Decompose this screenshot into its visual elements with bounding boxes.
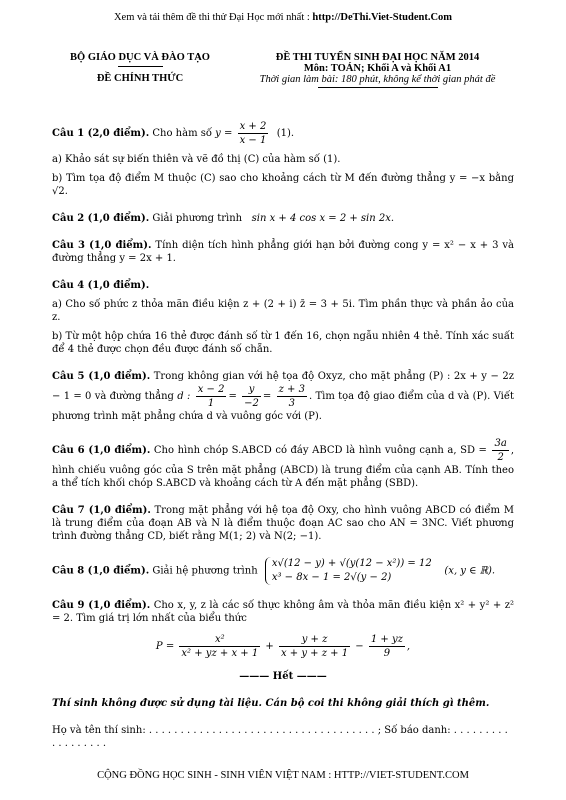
question-5-text1: Trong không gian với hệ tọa độ Oxyz, cho mặt phẳng (P) : 2x + y − 2z − 1 = 0 và đường thẳng	[52, 371, 514, 402]
question-8-eq1: x√(12 − y) + √(y(12 − x²)) = 12	[271, 558, 432, 569]
question-5-frac-z	[277, 383, 307, 410]
question-7	[52, 504, 514, 543]
question-1b: b) Tìm tọa độ điểm M thuộc (C) sao cho khoảng cách từ M đến đường thẳng y = −x bằng √2.	[52, 173, 514, 197]
question-2-equation: sin x + 4 cos x = 2 + sin 2x.	[251, 213, 395, 224]
header-left-rule	[118, 66, 163, 67]
question-5-frac-x	[196, 383, 227, 410]
exam-time: Thời gian làm bài: 180 phút, không kể thời gian phát đề	[259, 74, 496, 85]
question-6-fraction	[492, 437, 508, 464]
end-marker: ——— Hết ———	[239, 671, 327, 682]
question-7-text: Trong mặt phẳng với hệ tọa độ Oxy, cho hình vuông ABCD có điểm M là trung điểm của đoạn AB và N là điểm thuộc đoạn AC sao cho AN = 3NC. Viết phương trình đường thẳng CD, biết rằng M(1; 2) và N(2; −1).	[52, 505, 514, 542]
question-1-num: x + 2	[239, 121, 267, 132]
question-8-eq2: x³ − 8x − 1 = 2√(y − 2)	[271, 572, 392, 583]
question-8-domain: (x, y ∈ ℝ).	[444, 565, 496, 577]
question-4b: b) Từ một hộp chứa 16 thẻ được đánh số từ 1 đến 16, chọn ngẫu nhiên 4 thẻ. Tính xác suất để 4 thẻ được chọn đều được đánh số chẵn.	[52, 331, 514, 355]
ministry-name: BỘ GIÁO DỤC VÀ ĐÀO TẠO	[70, 52, 210, 63]
question-9-plus: +	[265, 641, 274, 652]
official-label: ĐỀ CHÍNH THỨC	[96, 73, 184, 84]
question-8	[52, 557, 514, 585]
question-5-frac-y-num: y	[242, 383, 261, 397]
question-1-den: x − 1	[239, 135, 267, 146]
exam-subject: Môn: TOÁN; Khối A và Khối A1	[303, 63, 452, 74]
header-left	[40, 52, 240, 84]
question-1a: a) Khảo sát sự biến thiên và vẽ đồ thị (C) của hàm số (1).	[52, 154, 341, 165]
question-6-num: 3a	[494, 438, 507, 449]
question-9-term3-num: 1 + yz	[370, 634, 403, 645]
question-1-label: Câu 1 (2,0 điểm).	[52, 128, 150, 139]
question-9-text: Cho x, y, z là các số thực không âm và thỏa mãn điều kiện x² + y² + z² = 2. Tìm giá trị lớn nhất của biểu thức	[52, 600, 515, 624]
question-3-text: Tính diện tích hình phẳng giới hạn bởi đường cong y = x² − x + 3 và đường thẳng y = 2x + 1.	[52, 240, 515, 264]
header-right-rule	[318, 87, 438, 88]
question-5-frac-z-num: z + 3	[278, 384, 305, 395]
question-9	[52, 599, 514, 625]
question-9-minus: −	[355, 641, 364, 652]
question-5-frac-y	[242, 383, 261, 410]
exam-note: Thí sinh không được sử dụng tài liệu. Cán bộ coi thi không giải thích gì thêm.	[52, 698, 490, 709]
candidate-line: Họ và tên thí sinh: . . . . . . . . . . . . . . . . . . . . . . . . . . . . . . . . . . . . ; Số báo danh: . . . . . . . . . . . . . . . . . .	[52, 725, 508, 749]
question-8-system	[265, 557, 432, 585]
question-5-frac-y-den: −2	[244, 398, 259, 409]
question-4	[52, 279, 514, 292]
question-3-label: Câu 3 (1,0 điểm).	[52, 240, 152, 251]
question-5-frac-z-den: 3	[288, 398, 295, 409]
question-2-label: Câu 2 (1,0 điểm).	[52, 213, 150, 224]
question-2-text: Giải phương trình	[152, 213, 243, 224]
top-note	[0, 12, 566, 23]
question-5-frac-x-num: x − 2	[197, 384, 225, 395]
question-9-label: Câu 9 (1,0 điểm).	[52, 600, 151, 611]
question-8-text: Giải hệ phương trình	[152, 565, 258, 577]
question-1	[52, 120, 514, 147]
question-9-p: P =	[155, 641, 175, 652]
question-5-label: Câu 5 (1,0 điểm).	[52, 371, 151, 382]
question-9-term1-den: x² + yz + x + 1	[181, 648, 259, 659]
question-5-frac-x-den: 1	[207, 398, 215, 409]
question-7-label: Câu 7 (1,0 điểm).	[52, 505, 151, 516]
question-1-ref: (1).	[276, 128, 295, 139]
question-8-label: Câu 8 (1,0 điểm).	[52, 565, 150, 577]
header-right	[225, 52, 530, 88]
question-2	[52, 212, 514, 225]
question-9-term3	[369, 633, 405, 660]
top-note-text: Xem và tải thêm đề thi thử Đại Học mới nhất :	[113, 12, 313, 23]
question-5: Câu 5 (1,0 điểm). Trong không gian với hệ tọa độ Oxyz, cho mặt phẳng (P) : 2x + y − 2z − 1 = 0 và đường thẳng d : $\frac{x - 2}{1}$ = $\frac{y}{-2}$ = $\frac{z + 3}{3}$ . Tìm tọa độ giao điểm của d và (P). Viết phương trình mặt phẳng chứa d và vuông góc với (P).	[52, 371, 515, 422]
question-1-text: Cho hàm số	[152, 128, 212, 139]
question-1-fraction	[238, 120, 269, 147]
question-5-line-d: d :	[177, 391, 191, 402]
question-4a: a) Cho số phức z thỏa mãn điều kiện z + (2 + i) z̄ = 3 + 5i. Tìm phần thực và phần ảo của z.	[52, 299, 514, 323]
question-6	[52, 437, 514, 490]
question-1-fn: y =	[215, 128, 233, 139]
question-9-term2-num: y + z	[279, 633, 350, 647]
bottom-note: CỘNG ĐỒNG HỌC SINH - SINH VIÊN VIỆT NAM : HTTP://VIET-STUDENT.COM	[97, 770, 469, 781]
question-6-label: Câu 6 (1,0 điểm).	[52, 445, 151, 456]
question-4-label: Câu 4 (1,0 điểm).	[52, 280, 150, 291]
question-6-text2: , hình chiếu vuông góc của S trên mặt phẳng (ABCD) là trung điểm của cạnh AB. Tính theo a thể tích khối chóp S.ABCD và khoảng cách từ A đến mặt phẳng (SBD).	[52, 445, 514, 489]
question-3	[52, 239, 514, 265]
exam-title: ĐỀ THI TUYỂN SINH ĐẠI HỌC NĂM 2014	[275, 52, 480, 63]
question-6-den: 2	[497, 452, 504, 463]
question-9-term3-den: 9	[383, 648, 391, 659]
question-9-term2-den: x + y + z + 1	[280, 648, 349, 659]
question-9-term1	[179, 633, 260, 660]
question-5-text2: . Tìm tọa độ giao điểm của d và (P). Viết phương trình mặt phẳng chứa d và vuông góc với (P).	[52, 391, 515, 422]
question-9-term2	[279, 633, 350, 660]
question-9-comma: ,	[406, 641, 411, 652]
question-9-formula	[52, 633, 514, 660]
question-6-text1: Cho hình chóp S.ABCD có đáy ABCD là hình vuông cạnh a, SD =	[153, 445, 487, 456]
exam-content	[52, 120, 514, 750]
top-note-link[interactable]: http://DeThi.Viet-Student.Com	[312, 12, 453, 23]
question-9-term1-num: x²	[179, 633, 260, 647]
